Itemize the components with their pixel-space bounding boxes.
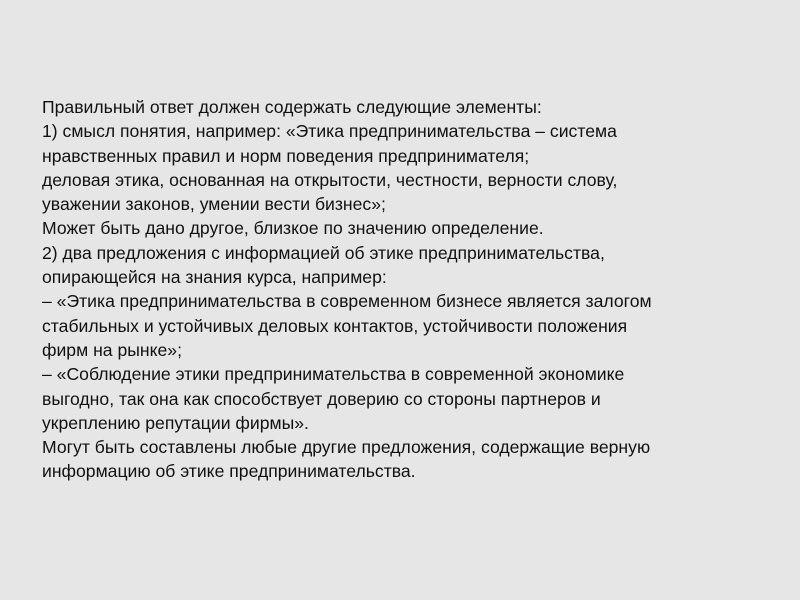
closing-line: информацию об этике предпринимательства.	[42, 461, 416, 482]
example-1-line: – «Этика предпринимательства в современном бизнесе является залогом	[42, 291, 652, 312]
example-1-line: стабильных и устойчивых деловых контактов, устойчивости положения	[42, 315, 628, 336]
closing-line: Могут быть составлены любые другие предложения, содержащие верную	[42, 437, 651, 458]
intro-line: Правильный ответ должен содержать следующие элементы:	[42, 97, 542, 117]
point-2-line: опирающейся на знания курса, например:	[42, 267, 387, 288]
note-line: Может быть дано другое, близкое по значению определение.	[42, 218, 544, 239]
example-1-line: фирм на рынке»;	[42, 339, 182, 360]
point-1-line: уважении законов, умении вести бизнес»;	[42, 194, 386, 215]
point-2-line: 2) два предложения с информацией об этике предпринимательства,	[42, 242, 605, 263]
point-1-line: нравственных правил и норм поведения предпринимателя;	[42, 145, 530, 166]
point-1-line: 1) смысл понятия, например: «Этика предпринимательства – система	[42, 121, 617, 142]
answer-text-block	[42, 95, 762, 484]
point-1-line: деловая этика, основанная на открытости, честности, верности слову,	[42, 169, 618, 190]
example-2-line: выгодно, так она как способствует доверию со стороны партнеров и	[42, 388, 601, 409]
example-2-line: укреплению репутации фирмы».	[42, 412, 309, 433]
example-2-line: – «Соблюдение этики предпринимательства в современной экономике	[42, 364, 625, 385]
